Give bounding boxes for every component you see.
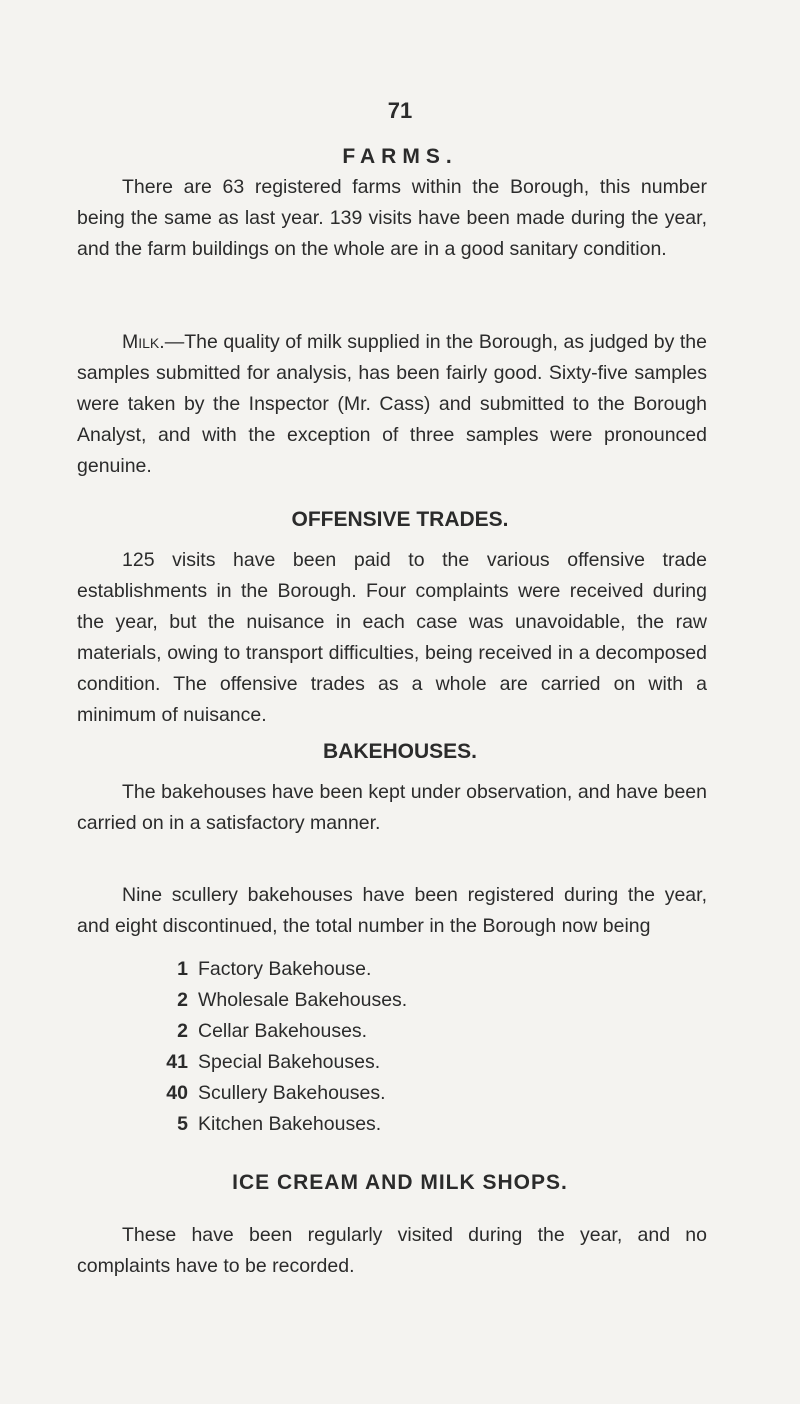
bakehouses-paragraph-1-text: The bakehouses have been kept under observation, and have been carried on in a satisfactory manner. [77,780,707,834]
ice-cream-heading: ICE CREAM AND MILK SHOPS. [232,1171,568,1194]
farms-heading: FARMS. [342,145,458,168]
offensive-trades-text: 125 visits have been paid to the various offensive trade establishments in the Borough. Four complaints were received during the year, but the nuisance in each case was unavoidable, the raw materials, owing to transport difficulties, being received in a decomposed condition. The offensive trades as a whole are carried on with a minimum of nuisance. [77,548,707,726]
bakehouses-paragraph-2-text: Nine scullery bakehouses have been registered during the year, and eight discontinued, the total number in the Borough now being [77,883,707,937]
milk-lead: Milk. [122,330,165,353]
bakehouses-paragraph-2 [77,880,707,942]
ice-cream-text: These have been regularly visited during the year, and no complaints have to be recorded. [77,1223,707,1277]
offensive-trades-heading: OFFENSIVE TRADES. [291,508,509,531]
farms-paragraph-text: There are 63 registered farms within the Borough, this number being the same as last year. 139 visits have been made during the year, and the farm buildings on the whole are in a good sanitary condition. [77,175,707,260]
milk-paragraph [77,327,707,482]
list-item: 41 Special Bakehouses. [166,1051,381,1073]
ice-cream-paragraph [77,1220,707,1282]
milk-text: —The quality of milk supplied in the Borough, as judged by the samples submitted for analysis, has been fairly good. Sixty-five samples were taken by the Inspector (Mr. Cass) and submitted to the Borough Analyst, and with the exception of three samples were pronounced genuine. [77,330,707,477]
list-item: 5 Kitchen Bakehouses. [177,1113,382,1135]
offensive-trades-paragraph [77,545,707,731]
bakehouse-list [150,954,670,1140]
page-number: 71 [387,98,413,123]
bakehouses-heading: BAKEHOUSES. [322,740,478,763]
bakehouses-paragraph-1 [77,777,707,839]
list-item: 2 Cellar Bakehouses. [177,1020,368,1042]
list-item: 1 Factory Bakehouse. [177,958,372,980]
list-item: 2 Wholesale Bakehouses. [177,989,408,1011]
farms-paragraph [77,172,707,265]
list-item: 40 Scullery Bakehouses. [166,1082,386,1104]
